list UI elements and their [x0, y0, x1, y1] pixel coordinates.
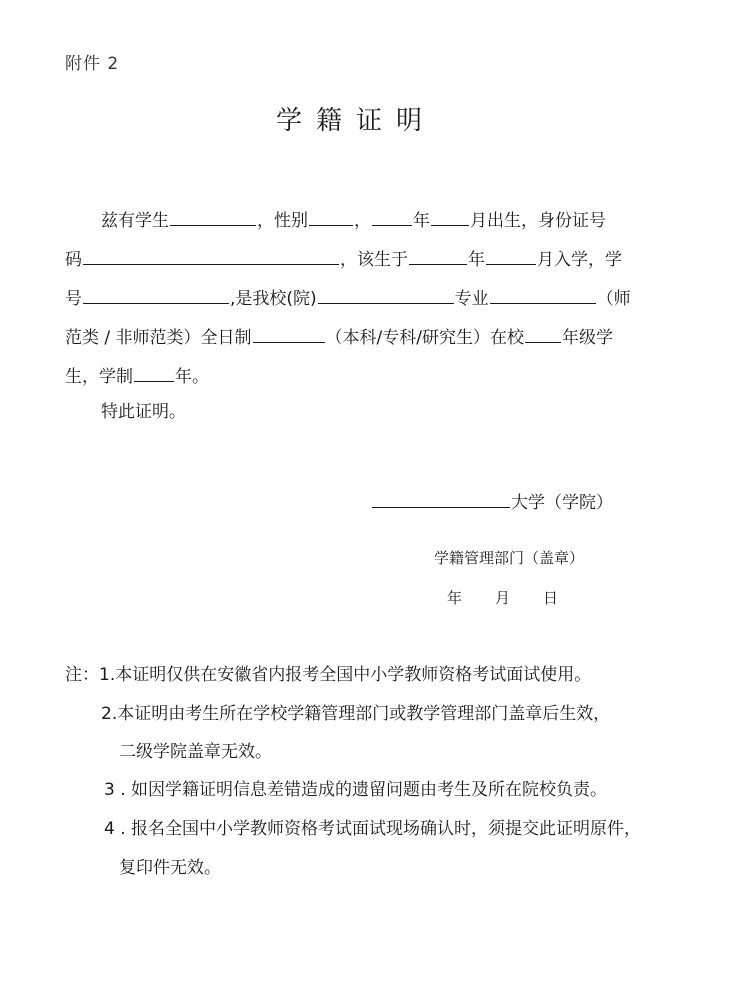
- text-year: 年: [468, 250, 485, 270]
- body-line-5: [65, 366, 209, 386]
- text-date-year: 年: [447, 589, 463, 607]
- text-fulltime: 范类 / 非师范类）全日制: [65, 328, 252, 348]
- body-line-3: [65, 288, 631, 308]
- text-university: 大学（学院）: [511, 493, 613, 513]
- blank-school[interactable]: [318, 288, 454, 304]
- note-4-continued: 复印件无效。: [119, 858, 221, 878]
- text-degree-options: （本科/专科/研究生）在校: [325, 328, 525, 348]
- attachment-label: 附件 2: [65, 54, 120, 74]
- blank-university[interactable]: [372, 492, 510, 508]
- text-our-school: ,是我校(院): [230, 289, 317, 309]
- blank-duration[interactable]: [134, 366, 174, 382]
- blank-birth-year[interactable]: [372, 210, 412, 226]
- text-gender: ，性别: [257, 211, 308, 231]
- text-normal: （师: [596, 289, 631, 309]
- text-comma: ，: [354, 211, 371, 231]
- text-number: 号: [65, 289, 82, 309]
- note-4: 4 . 报名全国中小学教师资格考试面试现场确认时，须提交此证明原件，: [104, 819, 642, 839]
- text-hereby-certify: 特此证明。: [101, 402, 186, 422]
- text-department-seal: 学籍管理部门（盖章）: [434, 549, 585, 567]
- text-year: 年: [413, 211, 430, 231]
- blank-enroll-year[interactable]: [409, 249, 467, 265]
- text-duration: 生，学制: [65, 367, 133, 387]
- text-code: 码: [65, 250, 82, 270]
- blank-birth-month[interactable]: [431, 210, 469, 226]
- blank-student-name[interactable]: [170, 210, 256, 226]
- body-line-4: [65, 327, 613, 347]
- blank-student-number[interactable]: [83, 288, 229, 304]
- text-student-intro: 兹有学生: [101, 211, 169, 231]
- text-date-day: 日: [543, 589, 559, 607]
- text-date-month: 月: [495, 589, 511, 607]
- page-title: 学籍证明: [276, 106, 437, 136]
- text-major: 专业: [454, 289, 489, 309]
- blank-enroll-month[interactable]: [486, 249, 536, 265]
- text-born-id: 月出生，身份证号: [470, 211, 606, 231]
- note-1: 注：1.本证明仅供在安徽省内报考全国中小学教师资格考试面试使用。: [65, 665, 592, 685]
- note-2: 2.本证明由考生所在学校学籍管理部门或教学管理部门盖章后生效，: [101, 704, 611, 724]
- body-line-2: [65, 249, 622, 269]
- blank-grade[interactable]: [525, 327, 561, 343]
- text-grade: 年级学: [562, 328, 614, 348]
- blank-id-number[interactable]: [83, 249, 339, 265]
- note-3: 3 . 如因学籍证明信息差错造成的遗留问题由考生及所在院校负责。: [104, 780, 608, 800]
- note-2-continued: 二级学院盖章无效。: [119, 742, 272, 762]
- blank-major[interactable]: [490, 288, 596, 304]
- blank-degree-type[interactable]: [253, 327, 325, 343]
- text-month-enroll: 月入学，学: [537, 250, 622, 270]
- blank-gender[interactable]: [309, 210, 353, 226]
- body-line-1: [101, 210, 606, 230]
- signature-university: [371, 492, 613, 512]
- text-years: 年。: [175, 367, 209, 387]
- text-enrolled: ，该生于: [340, 250, 408, 270]
